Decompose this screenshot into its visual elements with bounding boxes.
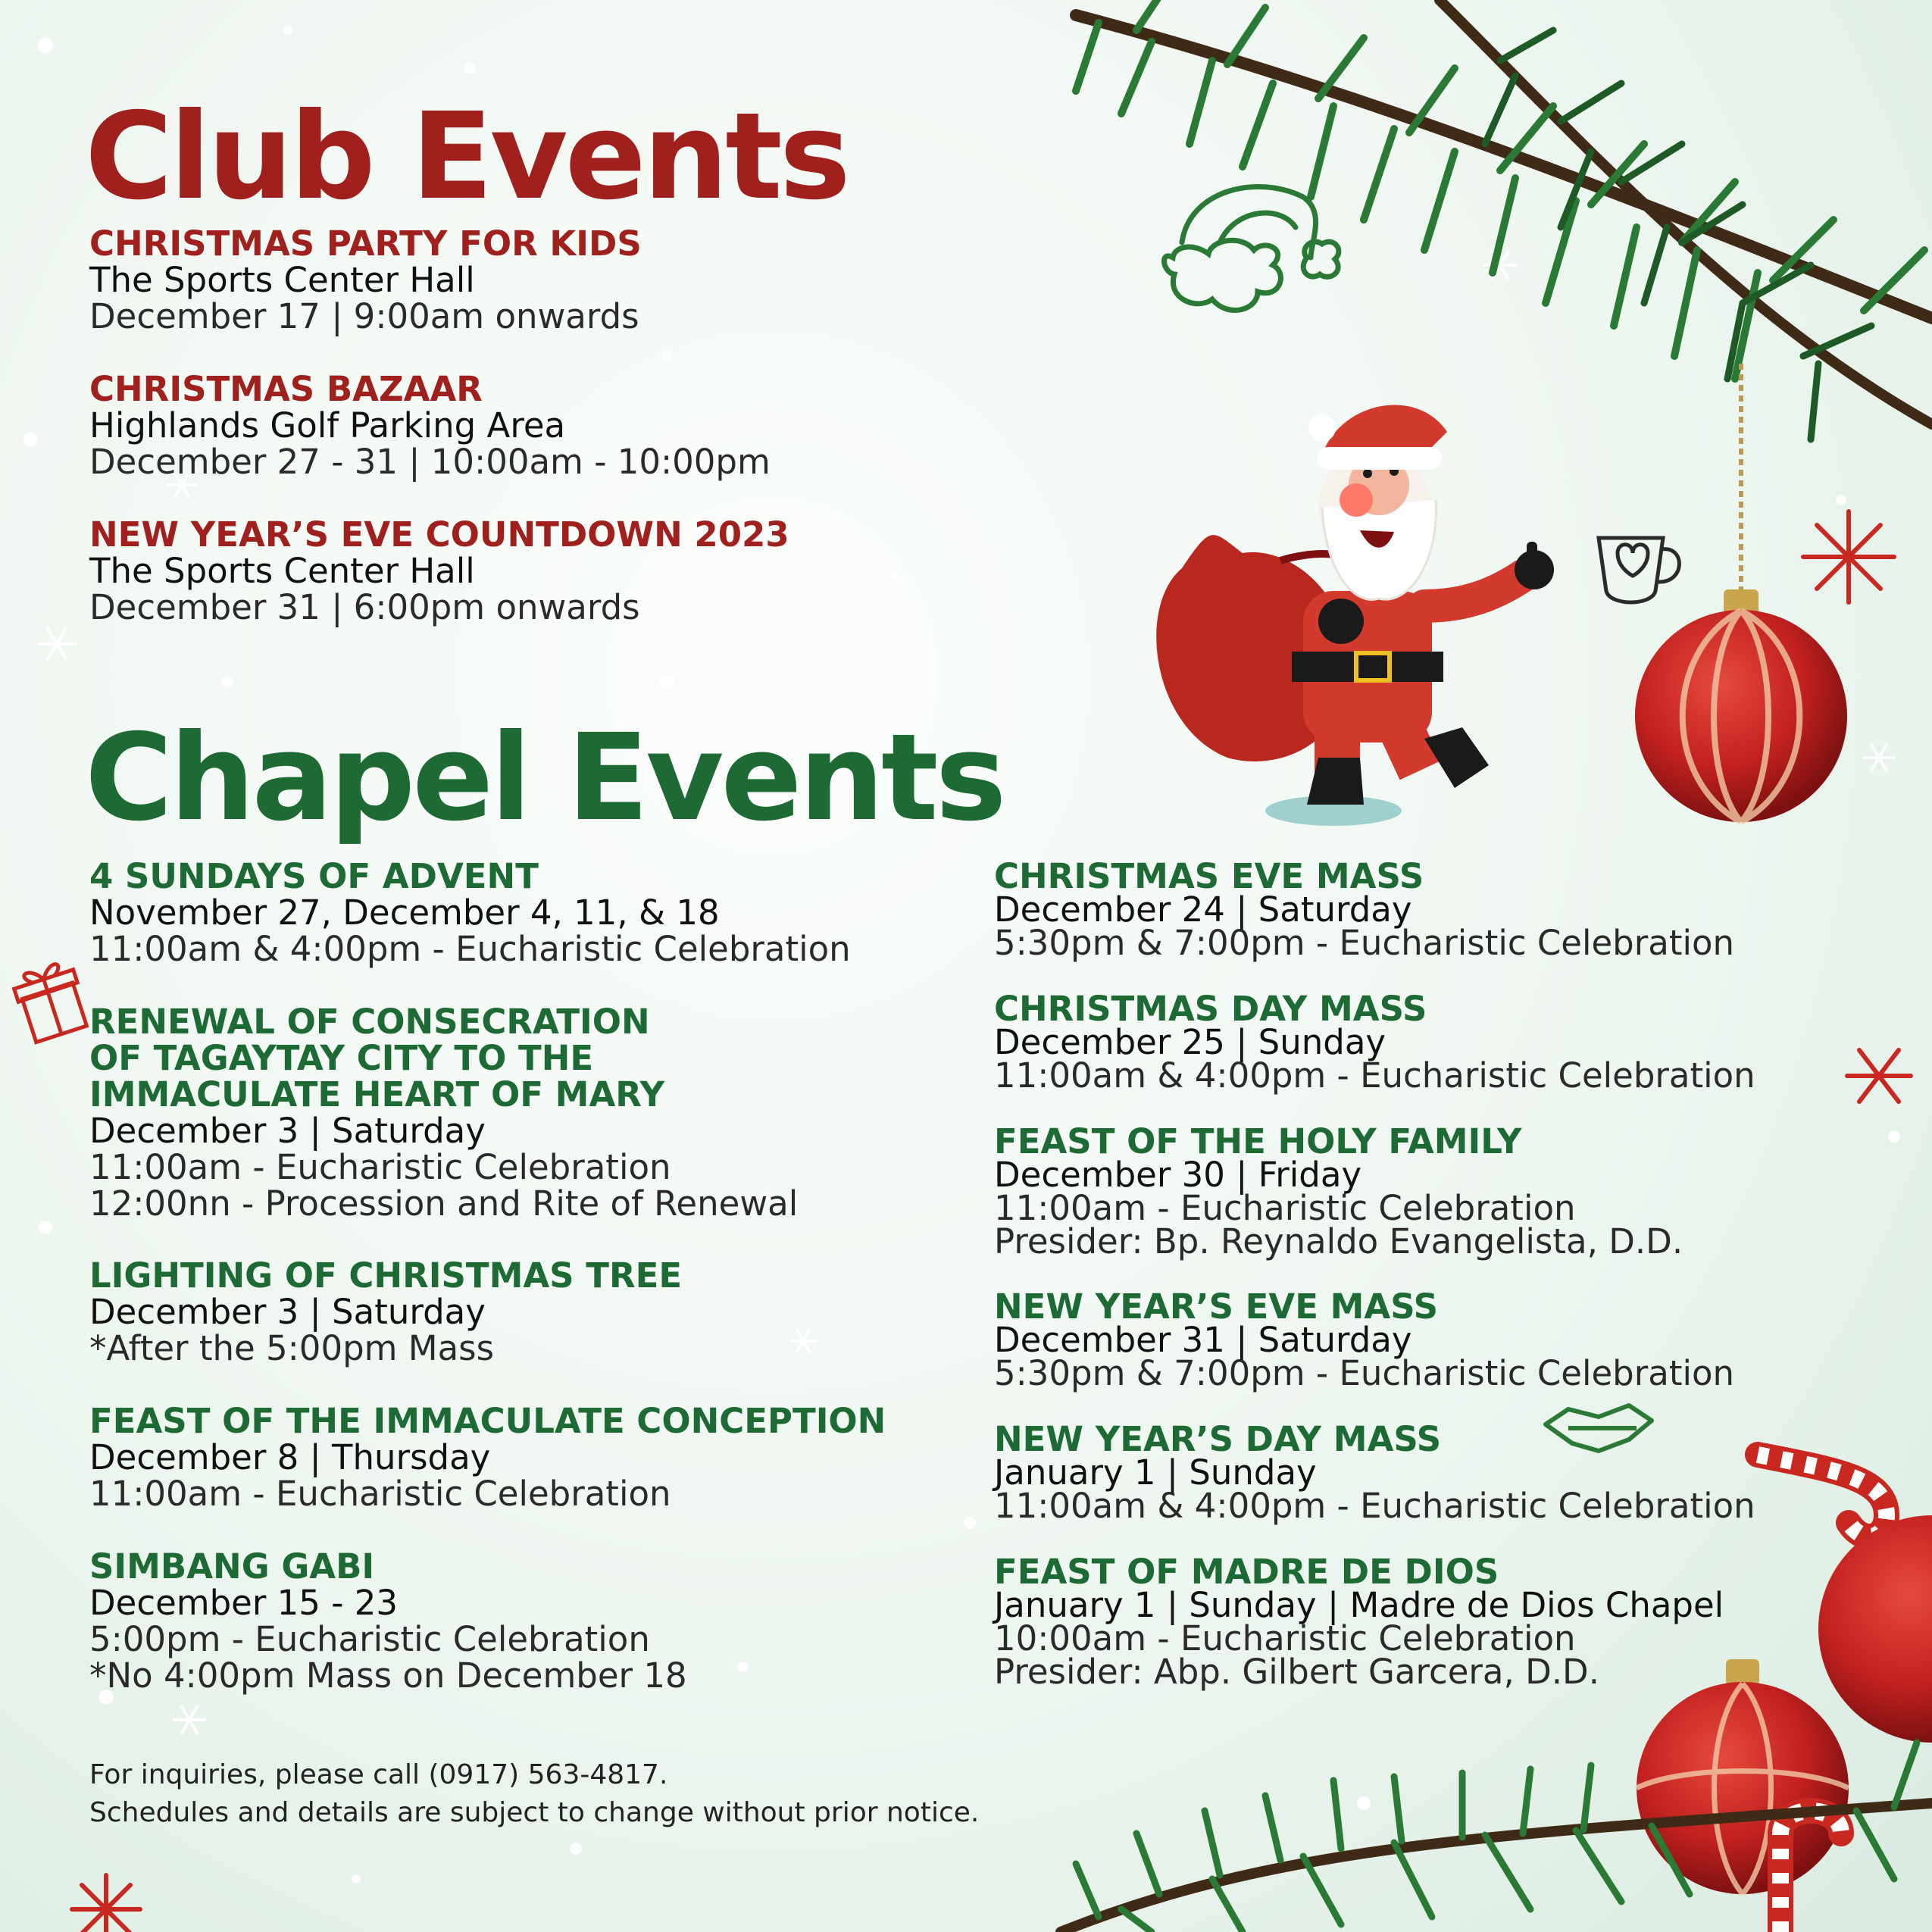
event-date: November 27, December 4, 11, & 18 <box>89 893 720 933</box>
event-venue: The Sports Center Hall <box>89 551 475 591</box>
event-title: NEW YEAR’S DAY MASS <box>994 1419 1442 1459</box>
event-title: CHRISTMAS EVE MASS <box>994 856 1424 896</box>
event-detail: 11:00am - Eucharistic Celebration <box>994 1188 1576 1228</box>
event-detail: 11:00am - Eucharistic Celebration <box>89 1474 671 1514</box>
footer-inquiry: For inquiries, please call (0917) 563-4817. <box>89 1759 668 1790</box>
chapel-event-holy-family <box>994 1121 1683 1261</box>
event-presider: Presider: Abp. Gilbert Garcera, D.D. <box>994 1652 1599 1692</box>
event-detail: *After the 5:00pm Mass <box>89 1328 495 1368</box>
event-date: December 15 - 23 <box>89 1583 399 1623</box>
chapel-event-tree-lighting <box>89 1255 683 1368</box>
event-date: December 3 | Saturday <box>89 1111 486 1151</box>
event-detail: 11:00am & 4:00pm - Eucharistic Celebration <box>994 1055 1755 1096</box>
event-detail: 10:00am - Eucharistic Celebration <box>994 1618 1576 1658</box>
event-title: FEAST OF MADRE DE DIOS <box>994 1552 1499 1592</box>
club-events-title: Club Events <box>85 87 848 227</box>
footer <box>89 1756 979 1832</box>
club-event-christmas-party <box>89 226 642 335</box>
event-detail: *No 4:00pm Mass on December 18 <box>89 1655 687 1696</box>
event-date: December 24 | Saturday <box>994 889 1412 930</box>
event-date: January 1 | Sunday | Madre de Dios Chapel <box>994 1585 1724 1625</box>
club-event-christmas-bazaar <box>89 371 771 480</box>
chapel-event-new-years-day <box>994 1419 1755 1526</box>
chapel-event-new-years-eve <box>994 1286 1735 1393</box>
event-date: January 1 | Sunday <box>994 1452 1317 1493</box>
event-detail: 11:00am & 4:00pm - Eucharistic Celebration <box>994 1486 1755 1526</box>
chapel-event-christmas-eve <box>994 856 1735 963</box>
event-detail: 5:30pm & 7:00pm - Eucharistic Celebration <box>994 923 1735 963</box>
footer-disclaimer: Schedules and details are subject to change without prior notice. <box>89 1797 980 1828</box>
event-detail: 5:00pm - Eucharistic Celebration <box>89 1619 650 1659</box>
event-title: RENEWAL OF CONSECRATION OF TAGAYTAY CITY TO THE IMMACULATE HEART OF MARY <box>89 1002 665 1114</box>
event-title: FEAST OF THE IMMACULATE CONCEPTION <box>89 1401 886 1441</box>
event-venue: The Sports Center Hall <box>89 260 475 300</box>
event-date: December 8 | Thursday <box>89 1437 491 1477</box>
event-date: December 31 | Saturday <box>994 1320 1412 1360</box>
chapel-event-madre-de-dios <box>994 1552 1724 1692</box>
chapel-event-advent <box>89 858 851 968</box>
event-venue: Highlands Golf Parking Area <box>89 405 566 445</box>
event-date: December 30 | Friday <box>994 1155 1362 1195</box>
event-title: NEW YEAR’S EVE MASS <box>994 1286 1439 1327</box>
event-title: CHRISTMAS PARTY FOR KIDS <box>89 224 642 264</box>
chapel-event-immaculate-conception <box>89 1403 886 1512</box>
chapel-event-christmas-day <box>994 989 1755 1096</box>
event-title: FEAST OF THE HOLY FAMILY <box>994 1121 1522 1161</box>
chapel-events-title: Chapel Events <box>85 708 1004 848</box>
event-title: SIMBANG GABI <box>89 1546 375 1587</box>
event-date: December 3 | Saturday <box>89 1292 486 1332</box>
chapel-event-simbang-gabi <box>89 1546 687 1696</box>
event-detail: 11:00am & 4:00pm - Eucharistic Celebration <box>89 929 851 969</box>
event-title: NEW YEAR’S EVE COUNTDOWN 2023 <box>89 514 789 555</box>
chapel-event-renewal <box>89 1004 798 1222</box>
event-title: CHRISTMAS BAZAAR <box>89 369 483 409</box>
event-title: LIGHTING OF CHRISTMAS TREE <box>89 1255 683 1296</box>
event-detail: 5:30pm & 7:00pm - Eucharistic Celebration <box>994 1353 1735 1393</box>
event-detail: 11:00am - Eucharistic Celebration <box>89 1147 671 1187</box>
event-schedule: December 31 | 6:00pm onwards <box>89 587 640 627</box>
event-detail: 12:00nn - Procession and Rite of Renewal <box>89 1183 799 1224</box>
event-presider: Presider: Bp. Reynaldo Evangelista, D.D. <box>994 1221 1683 1261</box>
event-schedule: December 17 | 9:00am onwards <box>89 296 639 336</box>
event-date: December 25 | Sunday <box>994 1022 1386 1062</box>
club-event-countdown <box>89 514 789 627</box>
event-title: CHRISTMAS DAY MASS <box>994 989 1427 1029</box>
event-schedule: December 27 - 31 | 10:00am - 10:00pm <box>89 442 771 482</box>
event-title: 4 SUNDAYS OF ADVENT <box>89 856 539 896</box>
